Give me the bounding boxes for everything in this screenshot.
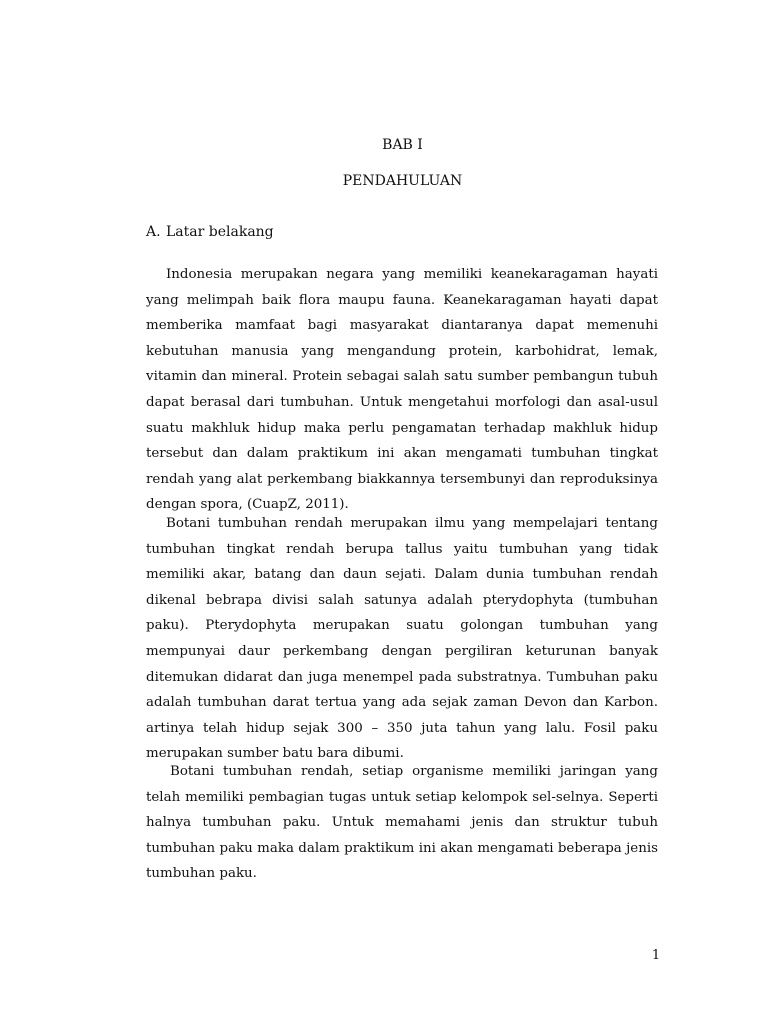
paragraph-2: Botani tumbuhan rendah merupakan ilmu yang mempelajari tentang tumbuhan tingkat rendah berupa tallus yaitu tumbuhan yang tidak memiliki akar, batang dan daun sejati. Dalam dunia tumbuhan rendah dikenal bebrapa divisi salah satunya adalah pterydophyta (tumbuhan paku). Pterydophyta merupakan suatu golongan tumbuhan yang mempunyai daur perkembang dengan pergiliran keturunan banyak ditemukan didarat dan juga menempel pada substratnya. Tumbuhan paku adalah tumbuhan darat tertua yang ada sejak zaman Devon dan Karbon. artinya telah hidup sejak 300 – 350 juta tahun yang lalu. Fosil paku merupakan sumber batu bara dibumi. [146, 516, 658, 762]
section-heading [146, 223, 274, 241]
chapter-number: BAB I [382, 137, 423, 153]
section-title: Latar belakang [166, 224, 274, 240]
chapter-title: PENDAHULUAN [342, 173, 463, 189]
paragraph-3: Botani tumbuhan rendah, setiap organisme memiliki jaringan yang telah memiliki pembagian tugas untuk setiap kelompok sel-selnya. Seperti halnya tumbuhan paku. Untuk memahami jenis dan struktur tubuh tumbuhan paku maka dalam praktikum ini akan mengamati beberapa jenis tumbuhan paku. [146, 764, 658, 882]
page-number: 1 [651, 948, 661, 963]
paragraph-1: Indonesia merupakan negara yang memiliki keanekaragaman hayati yang melimpah baik flora maupu fauna. Keanekaragaman hayati dapat memberika mamfaat bagi masyarakat diantaranya dapat memenuhi kebutuhan manusia yang mengandung protein, karbohidrat, lemak, vitamin dan mineral. Protein sebagai salah satu sumber pembangun tubuh dapat berasal dari tumbuhan. Untuk mengetahui morfologi dan asal-usul suatu makhluk hidup maka perlu pengamatan terhadap makhluk hidup tersebut dan dalam praktikum ini akan mengamati tumbuhan tingkat rendah yang alat perkembang biakkannya tersembunyi dan reproduksinya dengan spora, (CuapZ, 2011). [146, 267, 658, 513]
section-number: A. [146, 224, 161, 240]
